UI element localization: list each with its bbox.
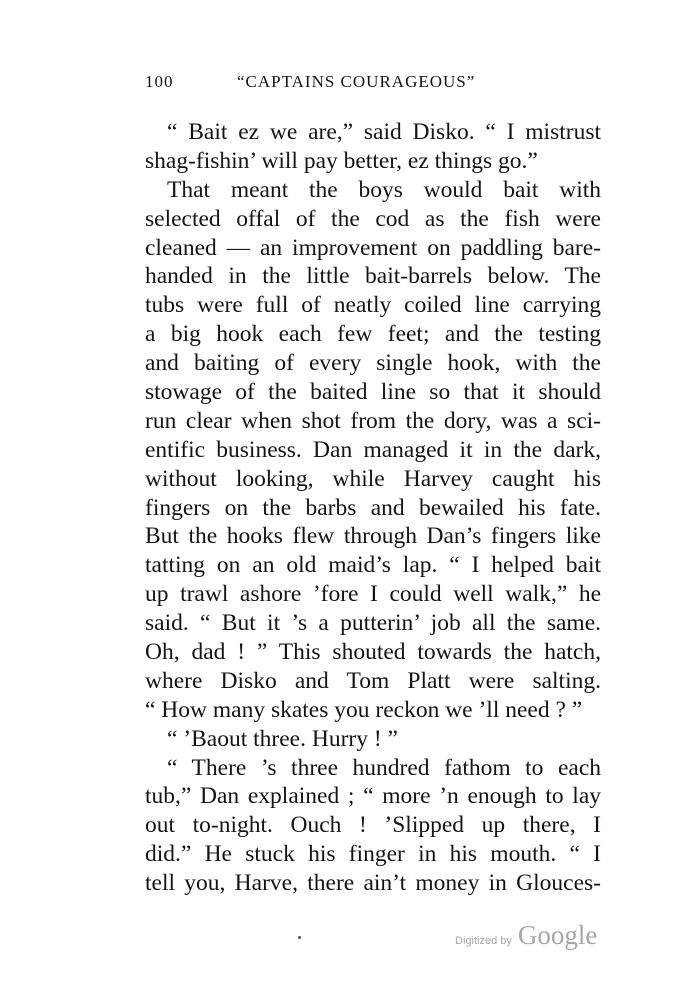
digitized-label: Digitized by xyxy=(455,935,512,947)
text-line: tubs were full of neatly coiled line carrying xyxy=(145,292,601,319)
text-line: “ ’Baout three. Hurry ! ” xyxy=(167,725,398,752)
text-line: tell you, Harve, there ain’t money in Glouces- xyxy=(145,870,601,897)
page-number: 100 xyxy=(145,72,174,91)
text-line: “ There ’s three hundred fathom to each xyxy=(167,754,601,781)
text-line: That meant the boys would bait with xyxy=(167,176,601,203)
text-line: tatting on an old maid’s lap. “ I helped bait xyxy=(145,552,601,579)
text-line: where Disko and Tom Platt were salting. xyxy=(145,667,601,694)
body-text xyxy=(145,118,601,898)
text-line: tub,” Dan explained ; “ more ’n enough to lay xyxy=(145,783,601,810)
text-line: up trawl ashore ’fore I could well walk,” he xyxy=(145,581,601,608)
text-line: did.” He stuck his finger in his mouth. “ I xyxy=(145,841,601,868)
text-line: cleaned — an improvement on paddling bare- xyxy=(145,234,601,261)
google-wordmark: Google xyxy=(517,920,598,950)
running-head xyxy=(145,70,601,94)
text-line: selected offal of the cod as the fish were xyxy=(145,205,601,232)
digitization-watermark xyxy=(455,920,597,960)
text-line: fingers on the barbs and bewailed his fate. xyxy=(145,494,601,521)
text-line: without looking, while Harvey caught his xyxy=(145,465,601,492)
text-line: stowage of the baited line so that it should xyxy=(145,379,601,406)
text-line: shag-fishin’ will pay better, ez things go.” xyxy=(145,147,538,174)
text-line: a big hook each few feet; and the testing xyxy=(145,321,601,348)
text-line: handed in the little bait-barrels below. The xyxy=(145,263,601,290)
text-line: out to-night. Ouch ! ’Slipped up there, I xyxy=(145,812,601,839)
text-line: entific business. Dan managed it in the dark, xyxy=(145,436,601,463)
text-line: But the hooks flew through Dan’s fingers like xyxy=(145,523,601,550)
text-line: Oh, dad ! ” This shouted towards the hatch, xyxy=(145,639,601,666)
text-line: “ Bait ez we are,” said Disko. “ I mistrust xyxy=(167,119,601,145)
text-line: and baiting of every single hook, with the xyxy=(145,350,601,377)
stray-mark xyxy=(298,936,301,939)
text-line: run clear when shot from the dory, was a sci- xyxy=(145,407,601,434)
running-title: “CAPTAINS COURAGEOUS” xyxy=(237,72,476,91)
text-line: said. “ But it ’s a putterin’ job all the same. xyxy=(145,610,601,637)
text-line: “ How many skates you reckon we ’ll need ? ” xyxy=(145,696,583,723)
